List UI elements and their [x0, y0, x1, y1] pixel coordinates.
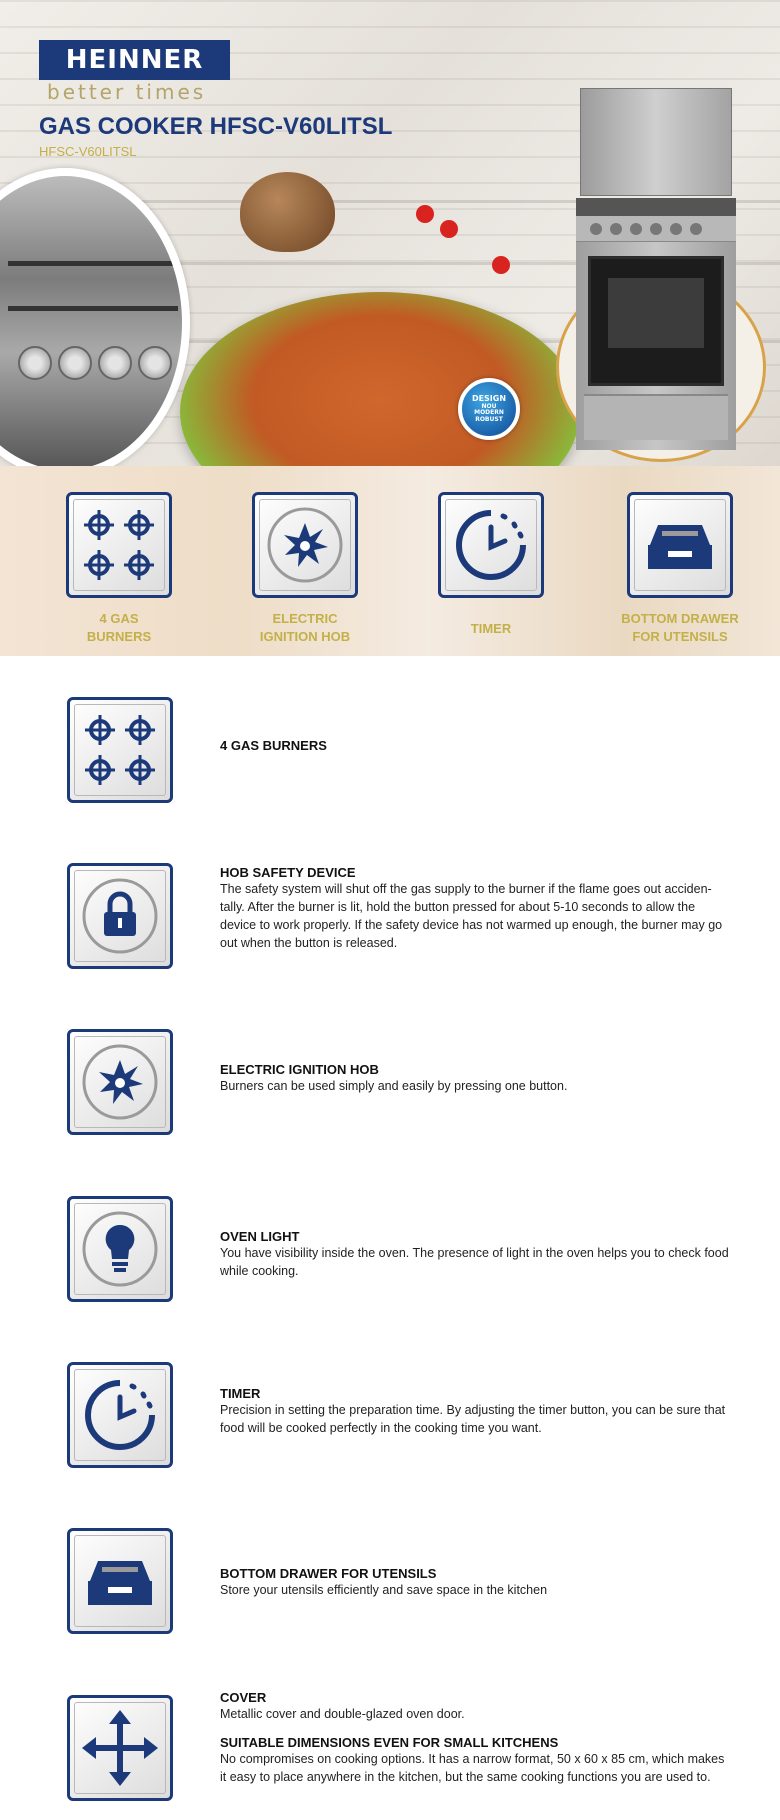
knob-detail: [98, 346, 132, 380]
feature-description: You have visibility inside the oven. The presence of light in the oven helps you to check food while cooking.: [220, 1246, 729, 1279]
chili-image: [416, 205, 434, 223]
strip-label: ELECTRIC: [272, 611, 338, 626]
feature-title: COVER: [220, 1690, 267, 1705]
mushroom-image: [240, 172, 335, 252]
feature-description: Store your utensils efficiently and save space in the kitchen: [220, 1583, 548, 1597]
design-badge: [458, 378, 520, 440]
strip-label: FOR UTENSILS: [632, 629, 728, 645]
feature-title: SUITABLE DIMENSIONS EVEN FOR SMALL KITCHENS: [220, 1735, 559, 1751]
cooker-knob: [610, 223, 622, 235]
timer-icon: [67, 1362, 173, 1468]
burner-closeup-image: [0, 168, 190, 466]
cooker-knob: [690, 223, 702, 235]
badge-line: NOU: [481, 402, 497, 410]
feature-title: ELECTRIC IGNITION HOB: [220, 1062, 379, 1077]
feature-title: TIMER: [220, 1386, 261, 1401]
feature-description: No compromises on cooking options. It has a narrow format, 50 x 60 x 85 cm, which makes it easy to place anywhere in the kitchen, but the same cooking functions you are used to.: [220, 1752, 725, 1785]
brand-tagline: better times: [47, 80, 207, 104]
feature-strip: [0, 466, 780, 656]
cooker-hob: [576, 198, 736, 216]
feature-description: The safety system will shut off the gas supply to the burner if the flame goes out acciden-tally. After the burner is lit, hold the button pressed for about 5-10 seconds to allow the device to work properly. If the safety device has not warmed up enough, the burner may go out when the button is released.: [220, 882, 723, 951]
strip-item-burners: [49, 492, 189, 646]
hero-banner: [0, 0, 780, 466]
brand-logo: [39, 40, 230, 80]
cooker-knob: [630, 223, 642, 235]
feature-title: 4 GAS BURNERS: [220, 738, 327, 753]
feature-description: Burners can be used simply and easily by pressing one button.: [220, 1079, 568, 1093]
knob-detail: [18, 346, 52, 380]
strip-item-timer: [421, 492, 561, 638]
badge-line: DESIGN: [471, 393, 507, 403]
cooker-knob: [670, 223, 682, 235]
page-title: GAS COOKER HFSC-V60LITSL: [39, 113, 393, 140]
badge-line: MODERN: [474, 409, 504, 417]
ignition-icon: [67, 1029, 173, 1135]
strip-label: TIMER: [470, 621, 512, 636]
strip-label: BURNERS: [86, 629, 152, 645]
chili-image: [440, 220, 458, 238]
cooker-control-panel: [576, 216, 736, 242]
oven-window: [608, 278, 704, 348]
grate-detail: [8, 261, 178, 311]
ignition-icon: [252, 492, 358, 598]
strip-label: IGNITION HOB: [259, 629, 351, 645]
knob-detail: [58, 346, 92, 380]
chili-image: [492, 256, 510, 274]
feature-description: Metallic cover and double-glazed oven door.: [220, 1707, 465, 1721]
strip-item-ignition: [235, 492, 375, 646]
cooker-product-image: [576, 88, 736, 450]
cooker-lid: [580, 88, 732, 196]
burners-icon: [66, 492, 172, 598]
strip-item-drawer: [610, 492, 750, 646]
feature-title: HOB SAFETY DEVICE: [220, 865, 356, 880]
badge-line: ROBUST: [475, 415, 503, 423]
knob-detail: [138, 346, 172, 380]
burners-icon: [67, 697, 173, 803]
feature-title: OVEN LIGHT: [220, 1229, 300, 1244]
drawer-icon: [67, 1528, 173, 1634]
feature-title: BOTTOM DRAWER FOR UTENSILS: [220, 1566, 437, 1581]
cooker-knob: [650, 223, 662, 235]
food-bowl-image: [180, 292, 580, 466]
arrows-icon: [67, 1695, 173, 1801]
brand-logo-text: HEINNER: [65, 45, 204, 75]
lock-icon: [67, 863, 173, 969]
drawer-icon: [627, 492, 733, 598]
strip-label: 4 GAS: [99, 611, 139, 626]
timer-icon: [438, 492, 544, 598]
strip-label: BOTTOM DRAWER: [621, 611, 739, 626]
feature-description: Precision in setting the preparation time. By adjusting the timer button, you can be sure that food will be cooked perfectly in the cooking time you want.: [220, 1403, 726, 1436]
model-code: HFSC-V60LITSL: [39, 144, 137, 159]
cooker-drawer: [584, 394, 728, 440]
cooker-knob: [590, 223, 602, 235]
bulb-icon: [67, 1196, 173, 1302]
